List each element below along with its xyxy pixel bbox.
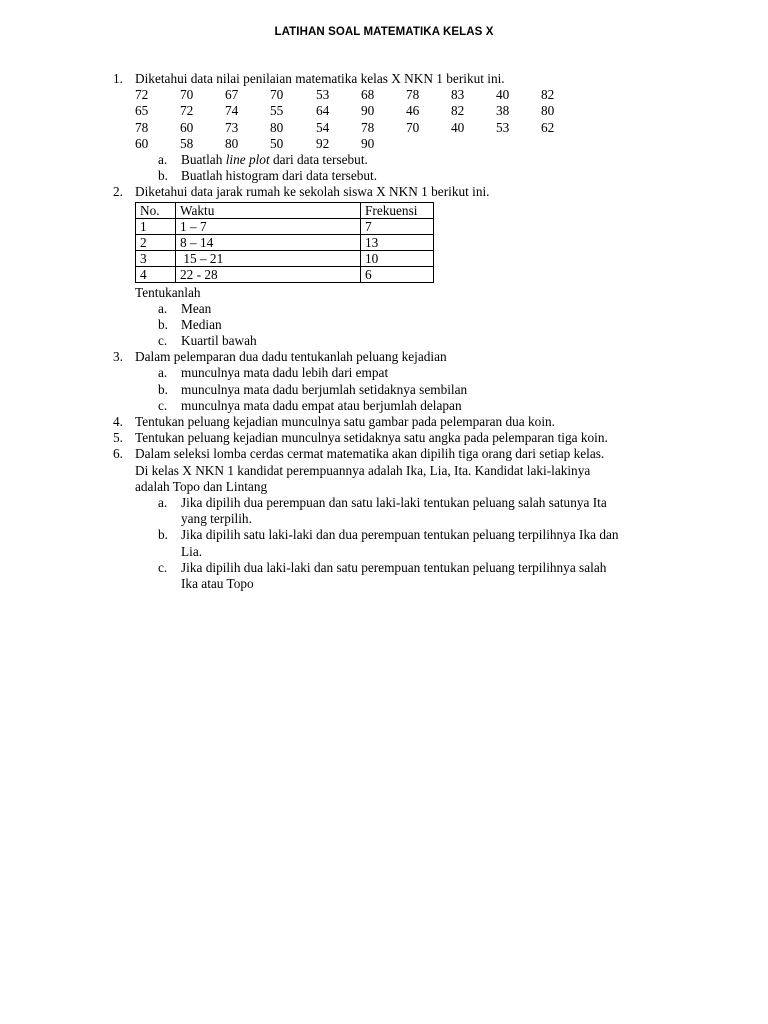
score-value: 83 xyxy=(451,87,465,103)
table-header-cell: Waktu xyxy=(176,202,361,218)
score-value: 70 xyxy=(406,119,420,135)
score-value: 82 xyxy=(451,103,465,119)
sub-question-b xyxy=(113,527,693,543)
table-cell: 6 xyxy=(361,266,434,282)
sub-label: c. xyxy=(158,559,168,575)
sub-label: b. xyxy=(158,527,168,543)
sub-text: Jika dipilih dua laki-laki dan satu perempuan tentukan peluang terpilihnya salah xyxy=(181,559,607,575)
question-2 xyxy=(113,184,693,200)
score-value: 53 xyxy=(496,119,510,135)
score-value: 80 xyxy=(270,119,284,135)
sub-text-pre: Buatlah xyxy=(181,151,226,167)
score-row xyxy=(135,120,693,136)
question-list xyxy=(113,71,693,592)
sub-label: c. xyxy=(158,397,168,413)
question-text: Tentukan peluang kejadian munculnya setidaknya satu angka pada pelemparan tiga koin. xyxy=(135,430,608,446)
question-number: 6. xyxy=(113,446,123,462)
score-value: 80 xyxy=(541,103,555,119)
table-row xyxy=(136,218,434,234)
question-text: Dalam pelemparan dua dadu tentukanlah peluang kejadian xyxy=(135,349,447,365)
score-value: 67 xyxy=(225,87,239,103)
sub-text: munculnya mata dadu berjumlah setidaknya sembilan xyxy=(181,381,468,397)
instruction-label: Tentukanlah xyxy=(135,284,201,300)
question-text-continued xyxy=(113,463,693,479)
score-value: 78 xyxy=(135,119,149,135)
score-value: 92 xyxy=(316,135,330,151)
score-row xyxy=(135,87,693,103)
score-value: 70 xyxy=(270,87,284,103)
question-text: Di kelas X NKN 1 kandidat perempuannya adalah Ika, Lia, Ita. Kandidat laki-lakinya xyxy=(135,462,591,478)
sub-label: a. xyxy=(158,151,168,167)
question-4 xyxy=(113,414,693,430)
score-value: 72 xyxy=(135,87,149,103)
score-value: 68 xyxy=(361,87,375,103)
sub-text: Mean xyxy=(181,300,212,316)
question-number: 3. xyxy=(113,349,123,365)
score-value: 58 xyxy=(180,135,194,151)
table-header-cell: No. xyxy=(136,202,176,218)
sub-text: Median xyxy=(181,316,222,332)
sub-question-b-continued xyxy=(113,544,693,560)
sub-label: a. xyxy=(158,494,168,510)
sub-question-c xyxy=(113,560,693,576)
sub-question-c xyxy=(113,398,693,414)
sub-question-a-continued xyxy=(113,511,693,527)
question-text: Diketahui data nilai penilaian matematika kelas X NKN 1 berikut ini. xyxy=(135,71,505,86)
sub-question-b xyxy=(113,168,693,184)
score-value: 55 xyxy=(270,103,284,119)
score-value: 60 xyxy=(180,119,194,135)
sub-question-a xyxy=(113,301,693,317)
sub-text: Kuartil bawah xyxy=(181,333,257,349)
score-row xyxy=(135,103,693,119)
score-value: 73 xyxy=(225,119,239,135)
question-5 xyxy=(113,430,693,446)
sub-label: a. xyxy=(158,365,168,381)
sub-question-b xyxy=(113,382,693,398)
sub-label: b. xyxy=(158,316,168,332)
score-value: 38 xyxy=(496,103,510,119)
table-cell: 10 xyxy=(361,250,434,266)
sub-text-italic: line plot xyxy=(225,151,270,167)
table-cell: 22 - 28 xyxy=(176,266,361,282)
sub-question-b xyxy=(113,317,693,333)
question-text: adalah Topo dan Lintang xyxy=(135,478,268,494)
table-cell: 1 xyxy=(136,218,176,234)
question-6 xyxy=(113,446,693,462)
score-value: 50 xyxy=(270,135,284,151)
score-value: 90 xyxy=(361,135,375,151)
score-value: 64 xyxy=(316,103,330,119)
table-header-row xyxy=(136,202,434,218)
score-value: 60 xyxy=(135,135,149,151)
question-text-continued xyxy=(113,479,693,495)
table-cell: 1 – 7 xyxy=(176,218,361,234)
table-cell: 4 xyxy=(136,266,176,282)
sub-text: munculnya mata dadu empat atau berjumlah delapan xyxy=(181,397,462,413)
table-cell: 7 xyxy=(361,218,434,234)
sub-text-post: dari data tersebut. xyxy=(269,151,368,167)
table-row xyxy=(136,250,434,266)
score-value: 90 xyxy=(361,103,375,119)
question-1 xyxy=(113,71,693,87)
sub-question-c xyxy=(113,333,693,349)
sub-question-a xyxy=(113,365,693,381)
question-text: Dalam seleksi lomba cerdas cermat matematika akan dipilih tiga orang dari setiap kelas. xyxy=(135,446,605,462)
table-cell: 8 – 14 xyxy=(176,234,361,250)
sub-text: Lia. xyxy=(181,543,203,559)
table-cell: 3 xyxy=(136,250,176,266)
sub-text: yang terpilih. xyxy=(181,511,252,527)
table-cell: 13 xyxy=(361,234,434,250)
score-value: 54 xyxy=(316,119,330,135)
score-value: 53 xyxy=(316,87,330,103)
score-data-grid xyxy=(135,87,693,152)
question-number: 5. xyxy=(113,430,123,446)
question-3 xyxy=(113,349,693,365)
sub-text xyxy=(181,152,368,168)
score-value: 62 xyxy=(541,119,555,135)
sub-text: munculnya mata dadu lebih dari empat xyxy=(181,365,389,381)
score-value: 78 xyxy=(406,87,420,103)
sub-question-c-continued xyxy=(113,576,693,592)
score-value: 65 xyxy=(135,103,149,119)
score-row xyxy=(135,136,693,152)
document-title: LATIHAN SOAL MATEMATIKA KELAS X xyxy=(274,26,494,38)
sub-text: Jika dipilih dua perempuan dan satu laki-laki tentukan peluang salah satunya Ita xyxy=(181,494,607,510)
score-value: 80 xyxy=(225,135,239,151)
sub-label: c. xyxy=(158,333,168,349)
sub-question-a xyxy=(113,152,693,168)
question-number: 4. xyxy=(113,414,123,429)
question-text: Diketahui data jarak rumah ke sekolah siswa X NKN 1 berikut ini. xyxy=(135,184,490,200)
sub-text: Buatlah histogram dari data tersebut. xyxy=(181,168,378,184)
table-row xyxy=(136,234,434,250)
sub-text: Ika atau Topo xyxy=(181,575,254,591)
score-value: 82 xyxy=(541,87,555,103)
table-row xyxy=(136,266,434,282)
score-value: 70 xyxy=(180,87,194,103)
sub-label: b. xyxy=(158,381,168,397)
frequency-table xyxy=(135,202,434,283)
table-cell: 2 xyxy=(136,234,176,250)
sub-label: b. xyxy=(158,168,168,184)
score-value: 78 xyxy=(361,119,375,135)
score-value: 46 xyxy=(406,103,420,119)
score-value: 40 xyxy=(451,119,465,135)
sub-label: a. xyxy=(158,300,168,316)
question-number: 1. xyxy=(113,71,123,86)
question-text: Tentukan peluang kejadian munculnya satu gambar pada pelemparan dua koin. xyxy=(135,414,555,429)
score-value: 74 xyxy=(225,103,239,119)
sub-question-a xyxy=(113,495,693,511)
table-cell: 15 – 21 xyxy=(176,250,361,266)
table-header-cell: Frekuensi xyxy=(361,202,434,218)
question-number: 2. xyxy=(113,184,123,200)
score-value: 40 xyxy=(496,87,510,103)
sub-text: Jika dipilih satu laki-laki dan dua perempuan tentukan peluang terpilihnya Ika dan xyxy=(181,527,619,543)
instruction-text xyxy=(113,285,693,301)
score-value: 72 xyxy=(180,103,194,119)
